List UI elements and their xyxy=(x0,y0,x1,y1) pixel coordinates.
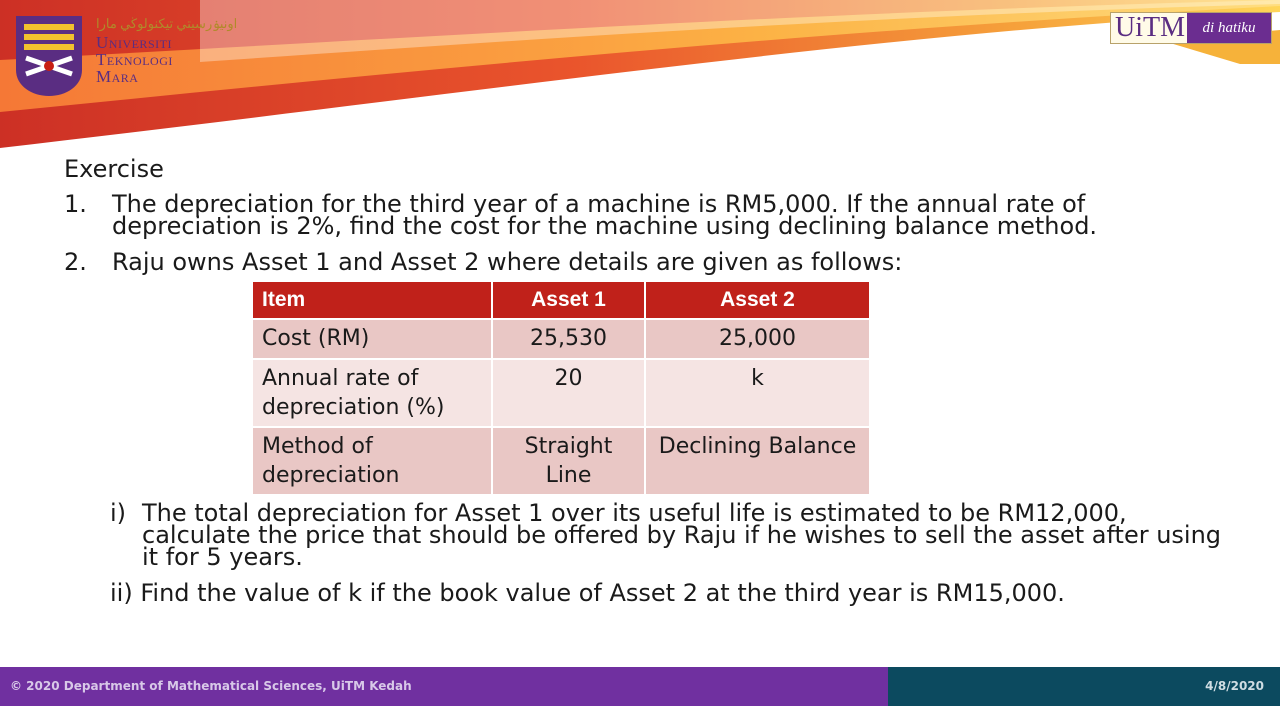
university-name xyxy=(96,14,237,85)
subquestion-i-label: i) xyxy=(110,499,127,527)
question-1-number: 1. xyxy=(64,190,87,218)
subquestion-i xyxy=(110,499,1222,571)
rate-label: Annual rate of depreciation (%) xyxy=(252,359,492,427)
method-asset-1: Straight Line xyxy=(492,427,645,495)
header-asset-1: Asset 1 xyxy=(492,281,645,319)
question-1-text: The depreciation for the third year of a machine is RM5,000. If the annual rate of depreciation is 2%, find the cost for the machine using declining balance method. xyxy=(112,190,1098,240)
tagline-script: di hatiku xyxy=(1187,13,1271,43)
header-item: Item xyxy=(252,281,492,319)
page-title: Exercise xyxy=(64,155,164,183)
uitm-logo xyxy=(14,14,84,98)
question-2-number: 2. xyxy=(64,248,87,276)
subquestion-i-text: The total depreciation for Asset 1 over its useful life is estimated to be RM12,000, calculate the price that should be offered by Raju if he wishes to sell the asset after using it for 5 years. xyxy=(142,499,1222,571)
table-row xyxy=(252,359,870,427)
method-label: Method of depreciation xyxy=(252,427,492,495)
footer-copyright: © 2020 Department of Mathematical Sciences, UiTM Kedah xyxy=(0,667,888,706)
logo-line-1: Universiti xyxy=(96,33,172,52)
cost-label: Cost (RM) xyxy=(252,319,492,359)
slide-footer xyxy=(0,667,1280,706)
question-1 xyxy=(64,190,1214,240)
tagline-main: UiTM xyxy=(1115,12,1185,43)
slide-content xyxy=(64,155,1214,276)
footer-date: 4/8/2020 xyxy=(888,667,1280,706)
asset-details-table xyxy=(251,280,871,496)
logo-line-2: Teknologi xyxy=(96,50,173,69)
rate-asset-1: 20 xyxy=(492,359,645,427)
method-asset-2: Declining Balance xyxy=(645,427,870,495)
subquestion-ii-text: Find the value of k if the book value of Asset 2 at the third year is RM15,000. xyxy=(140,579,1065,607)
question-2 xyxy=(64,248,1214,276)
rate-asset-2: k xyxy=(645,359,870,427)
cost-asset-1: 25,530 xyxy=(492,319,645,359)
table-row xyxy=(252,427,870,495)
cost-asset-2: 25,000 xyxy=(645,319,870,359)
logo-jawi-text: اونيۏرسيتي تيكنولوڬي مارا xyxy=(96,16,238,31)
table-row xyxy=(252,319,870,359)
subquestion-ii-label: ii) xyxy=(110,579,133,607)
header-asset-2: Asset 2 xyxy=(645,281,870,319)
logo-line-3: Mara xyxy=(96,67,139,86)
table-header-row xyxy=(252,281,870,319)
question-2-text: Raju owns Asset 1 and Asset 2 where details are given as follows: xyxy=(112,248,903,276)
uitm-tagline xyxy=(1110,12,1272,44)
subquestion-ii xyxy=(110,580,1190,606)
